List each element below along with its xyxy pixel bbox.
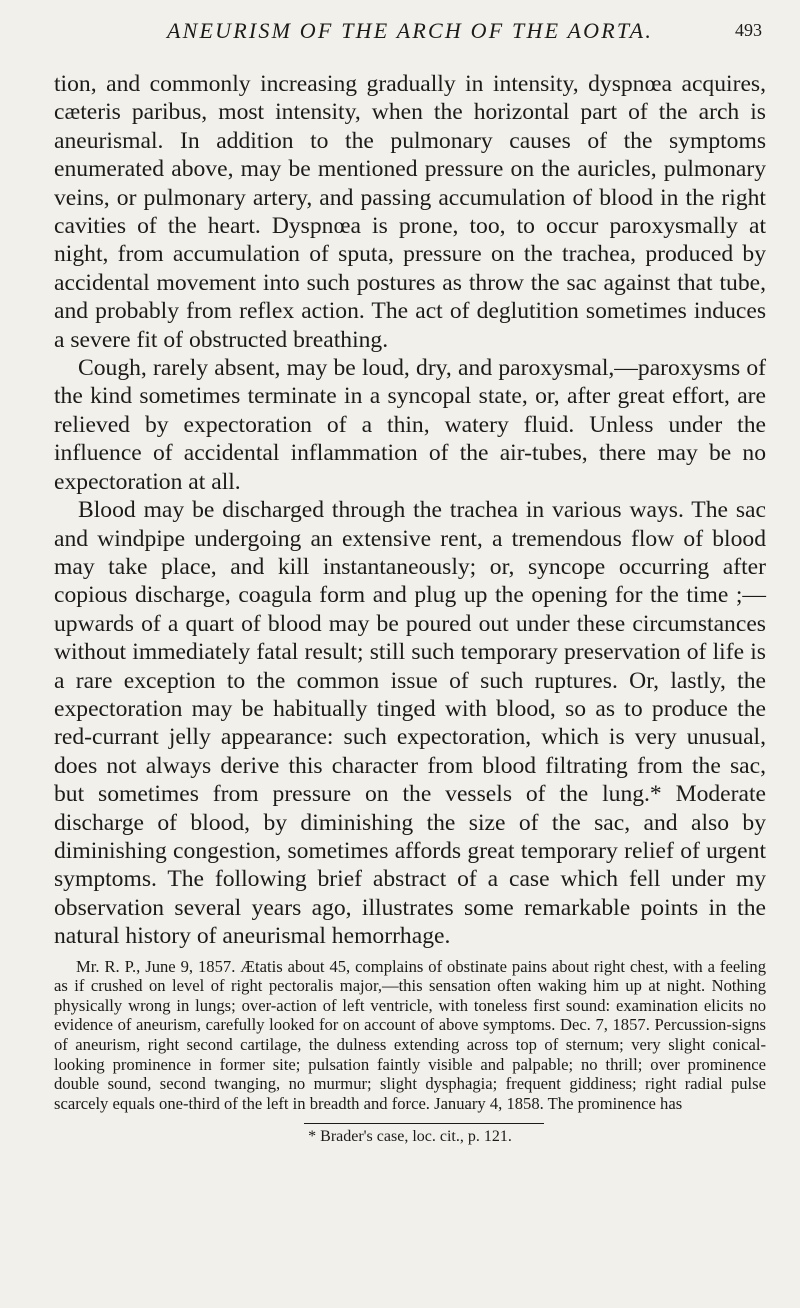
page-number: 493 bbox=[735, 20, 762, 40]
running-head bbox=[54, 0, 766, 70]
paragraph-blood-discharge: Blood may be discharged through the trachea in various ways. The sac and windpipe undergoing an extensive rent, a tremendous flow of blood may take place, and kill instantaneously; or, syncope occurring after copious discharge, coagula form and plug up the opening for the time ;—upwards of a quart of blood may be poured out under these circumstances without immediately fatal result; still such temporary preservation of life is a rare exception to the common issue of such ruptures. Or, lastly, the expectoration may be habitually tinged with blood, so as to produce the red-currant jelly appearance: such expectoration, which is very unusual, does not always derive this character from blood filtrating from the sac, but sometimes from pressure on the vessels of the lung.* Moderate discharge of blood, by diminishing the size of the sac, and also by diminishing congestion, sometimes affords great temporary relief of urgent symptoms. The following brief abstract of a case which fell under my observation several years ago, illustrates some remarkable points in the natural history of aneurismal hemorrhage. bbox=[54, 497, 766, 950]
footnote-rule bbox=[304, 1123, 544, 1124]
paragraph-dyspnoea: tion, and commonly increasing gradually in intensity, dyspnœa acquires, cæteris paribus, most intensity, when the horizontal part of the arch is aneurismal. In addition to the pulmonary causes of the symptoms enumerated above, may be mentioned pressure on the auricles, pulmonary veins, or pulmonary artery, and passing accumulation of blood in the right cavities of the heart. Dyspnœa is prone, too, to occur paroxysmally at night, from accumulation of sputa, pressure on the trachea, produced by accidental movement into such postures as throw the sac against that tube, and probably from reflex action. The act of deglutition sometimes induces a severe fit of obstructed breathing. bbox=[54, 71, 766, 353]
running-title: ANEURISM OF THE ARCH OF THE AORTA. bbox=[166, 18, 654, 43]
paragraph-cough: Cough, rarely absent, may be loud, dry, and paroxysmal,—paroxysms of the kind sometimes terminate in a syncopal state, or, after great effort, are relieved by expectoration of a thin, watery fluid. Unless under the influence of accidental inflammation of the air-tubes, there may be no expectoration at all. bbox=[54, 355, 766, 495]
footnote: * Brader's case, loc. cit., p. 121. bbox=[308, 1128, 512, 1146]
body-text bbox=[54, 70, 766, 951]
case-note: Mr. R. P., June 9, 1857. Ætatis about 45, complains of obstinate pains about right chest, with a feeling as if crushed on level of right pectoralis major,—this sensation often waking him up at night. Nothing physically wrong in lungs; over-action of left ventricle, with toneless first sound: examination elicits no evidence of aneurism, carefully looked for on account of above symptoms. Dec. 7, 1857. Percussion-signs of aneurism, right second cartilage, the dulness extending across top of sternum; very slight conical-looking prominence in former site; pulsation faintly visible and palpable; no thrill; over prominence double sound, second twanging, no murmur; slight dysphagia; frequent giddiness; right radial pulse scarcely equals one-third of the left in breadth and force. January 4, 1858. The prominence has bbox=[54, 956, 766, 1113]
